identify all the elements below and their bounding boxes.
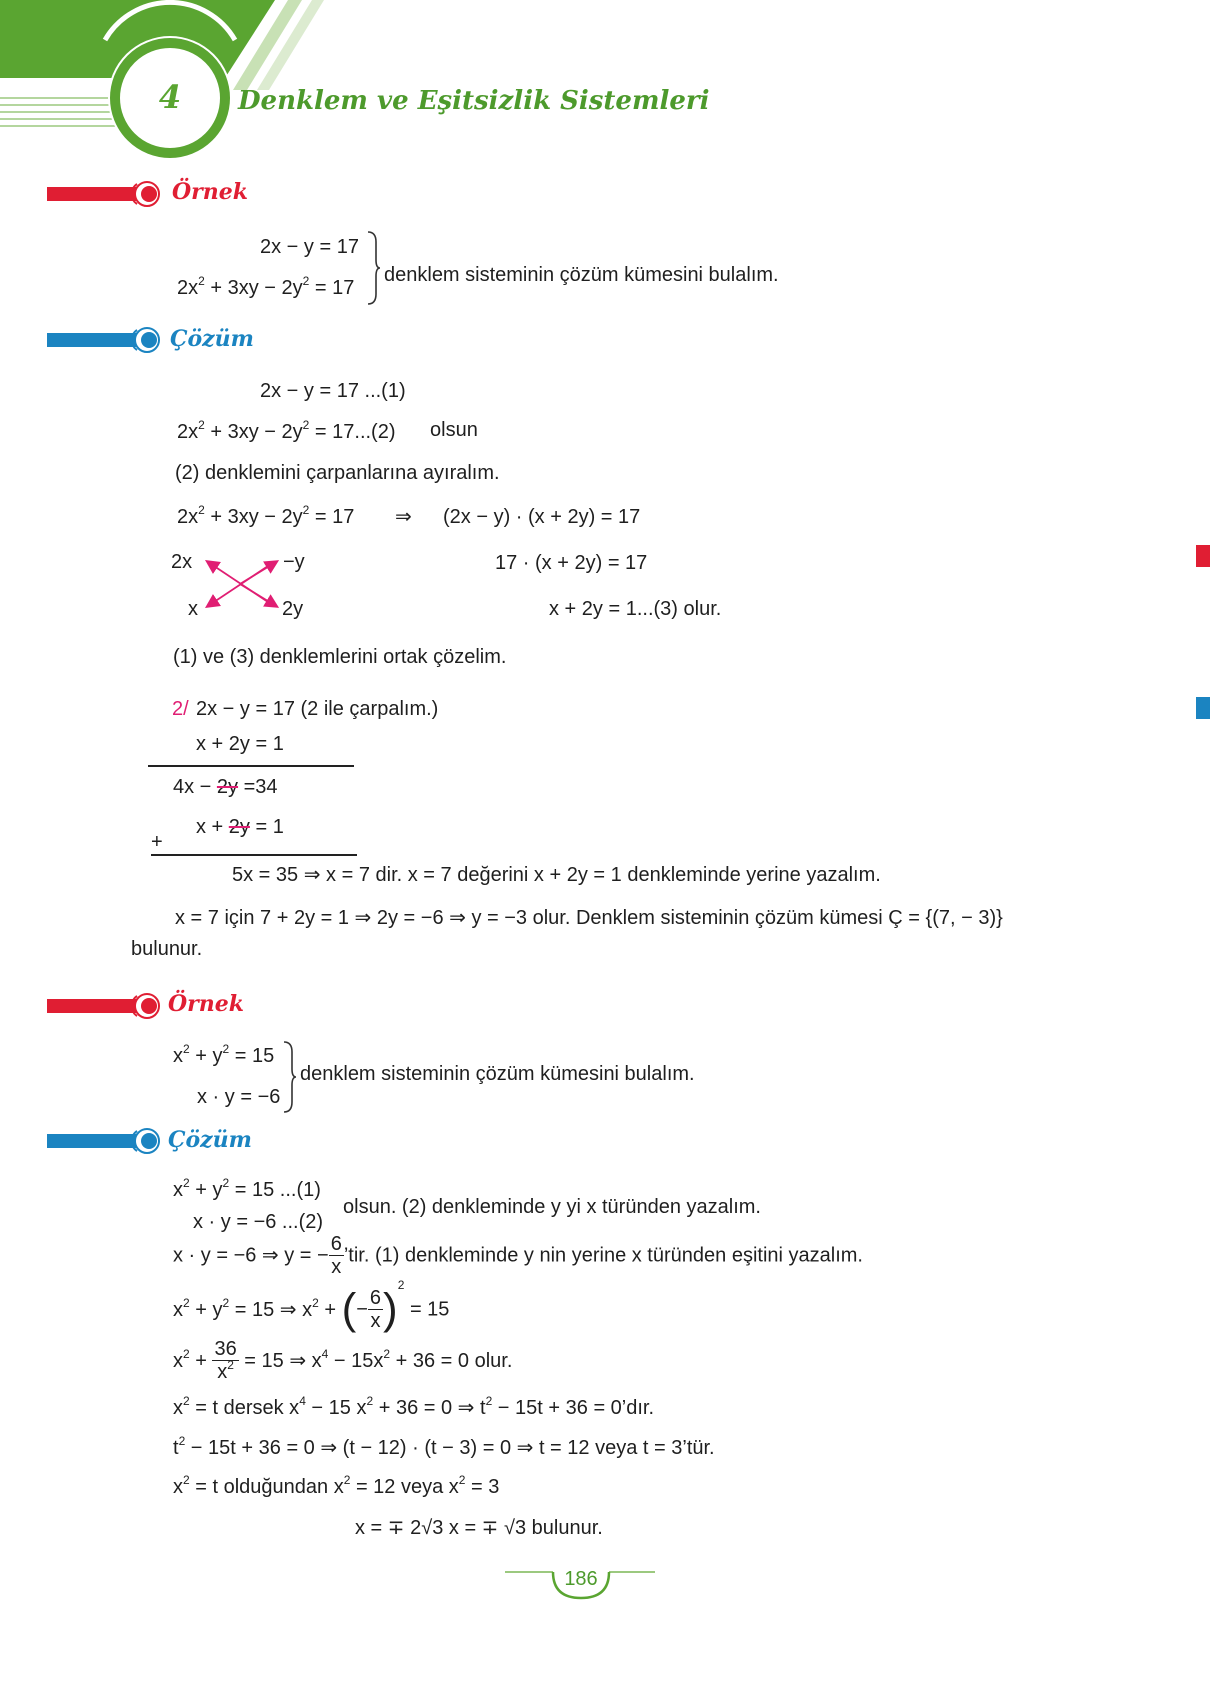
multiply-marker: 2/ [172, 698, 189, 720]
margin-tab-red [1196, 545, 1210, 567]
solution2-line-2: x · y = −6 ...(2) [193, 1211, 324, 1233]
example-marker-icon [47, 993, 167, 1019]
cross-arrows-icon [200, 556, 285, 612]
cross-term-neg-y: −y [283, 551, 305, 573]
elimination-line-4: x + 2y = 1 [196, 816, 284, 838]
divider-line [148, 765, 354, 767]
elimination-line-7: bulunur. [131, 938, 203, 960]
cross-term-2y: 2y [282, 598, 304, 620]
solution2-line-8: $x^2 = t$ olduğundan $x^2 = 12$ veya $x^2 = 3$ [173, 1473, 500, 1498]
solution2-line-6: $x^2 = t$ dersek $x^4 - 15$ $x^2 + 36 = 0$ ⇒ $t^2 - 15t + 36$ = 0’dır. [173, 1394, 655, 1419]
elimination-line-2: x + 2y = 1 [196, 733, 284, 755]
solution-label: Çözüm [168, 1127, 252, 1153]
solution1-line-4: $2x^2 + 3xy - 2y^2 = 17$ [177, 503, 355, 528]
factored-equation: (2x − y) · (x + 2y) = 17 [443, 506, 641, 528]
plus-sign: + [151, 831, 163, 853]
solution2-line-5: $x^2$ + $\frac{36}{x^2}$ = 15 ⇒ $x^4 - 15x^2 + 36 = 0$ olur. [173, 1338, 513, 1383]
solution1-olsun: olsun [430, 419, 478, 441]
margin-tab-blue [1196, 697, 1210, 719]
system-brace [366, 230, 380, 311]
example-label: Örnek [168, 991, 244, 1017]
cross-term-x: x [188, 598, 198, 620]
elimination-line-6: x = 7 için 7 + 2y = 1 ⇒ 2y = −6 ⇒ y = −3 olur. Denklem sisteminin çözüm kümesi Ç = {(7, − 3)} [175, 907, 1003, 929]
chapter-title: Denklem ve Eşitsizlik Sistemleri [238, 86, 710, 116]
solution1-line-5: 17 · (x + 2y) = 17 [495, 552, 648, 574]
example-marker-icon [47, 181, 167, 207]
chapter-number: 4 [158, 78, 182, 116]
sum-line [151, 854, 357, 856]
solution-label: Çözüm [170, 326, 254, 352]
example2-equation-1: $x^2 + y^2 = 15$ [173, 1042, 275, 1067]
solution2-line-3: x · y = −6 ⇒ y = − $\frac{6}{x}$ ’tir. (1) denkleminde y nin yerine x türünden eşitini yazalım. [173, 1233, 863, 1278]
elimination-line-1: 2x − y = 17 (2 ile çarpalım.) [196, 698, 439, 720]
example-label: Örnek [172, 179, 248, 205]
elimination-line-5: 5x = 35 ⇒ x = 7 dir. x = 7 değerini x + 2y = 1 denkleminde yerine yazalım. [232, 864, 881, 886]
solution1-line-1: 2x − y = 17 ...(1) [260, 380, 406, 402]
solution1-line-6: x + 2y = 1...(3) olur. [549, 598, 722, 620]
example2-equation-2: x · y = −6 [197, 1086, 281, 1108]
example1-description: denklem sisteminin çözüm kümesini bulalım. [384, 264, 779, 286]
example2-description: denklem sisteminin çözüm kümesini bulalım. [300, 1063, 695, 1085]
page-number: 186 [564, 1568, 598, 1590]
solution2-lines-desc: olsun. (2) denkleminde y yi x türünden yazalım. [343, 1196, 761, 1218]
solution1-line-2: $2x^2 + 3xy - 2y^2 = 17...(2)$ [177, 418, 396, 443]
solution2-line-9: x = ∓ 2√3 x = ∓ √3 bulunur. [355, 1517, 603, 1539]
elimination-line-3: 4x − 2y =34 [173, 776, 278, 798]
solution-marker-icon [47, 327, 167, 353]
example1-equation-1: 2x − y = 17 [260, 236, 359, 258]
solution2-line-1: $x^2 + y^2 = 15$ ...(1) [173, 1176, 321, 1201]
solution-marker-icon [47, 1128, 167, 1154]
solution1-line-3: (2) denklemini çarpanlarına ayıralım. [175, 462, 500, 484]
solution1-line-7: (1) ve (3) denklemlerini ortak çözelim. [173, 646, 507, 668]
example1-equation-2: $2x^2 + 3xy - 2y^2 = 17$ [177, 274, 355, 299]
system-brace [282, 1040, 296, 1119]
cross-term-2x: 2x [171, 551, 193, 573]
implies-arrow: ⇒ [395, 506, 412, 528]
solution2-line-4: $x^2 + y^2 = 15$ ⇒ $x^2$ + (− $\frac{6}{x}$ )$^2$ = 15 [173, 1278, 450, 1334]
solution2-line-7: $t^2 - 15t + 36 = 0$ ⇒ (t − 12) · (t − 3) = 0 ⇒ t = 12 veya t = 3’tür. [173, 1434, 715, 1459]
